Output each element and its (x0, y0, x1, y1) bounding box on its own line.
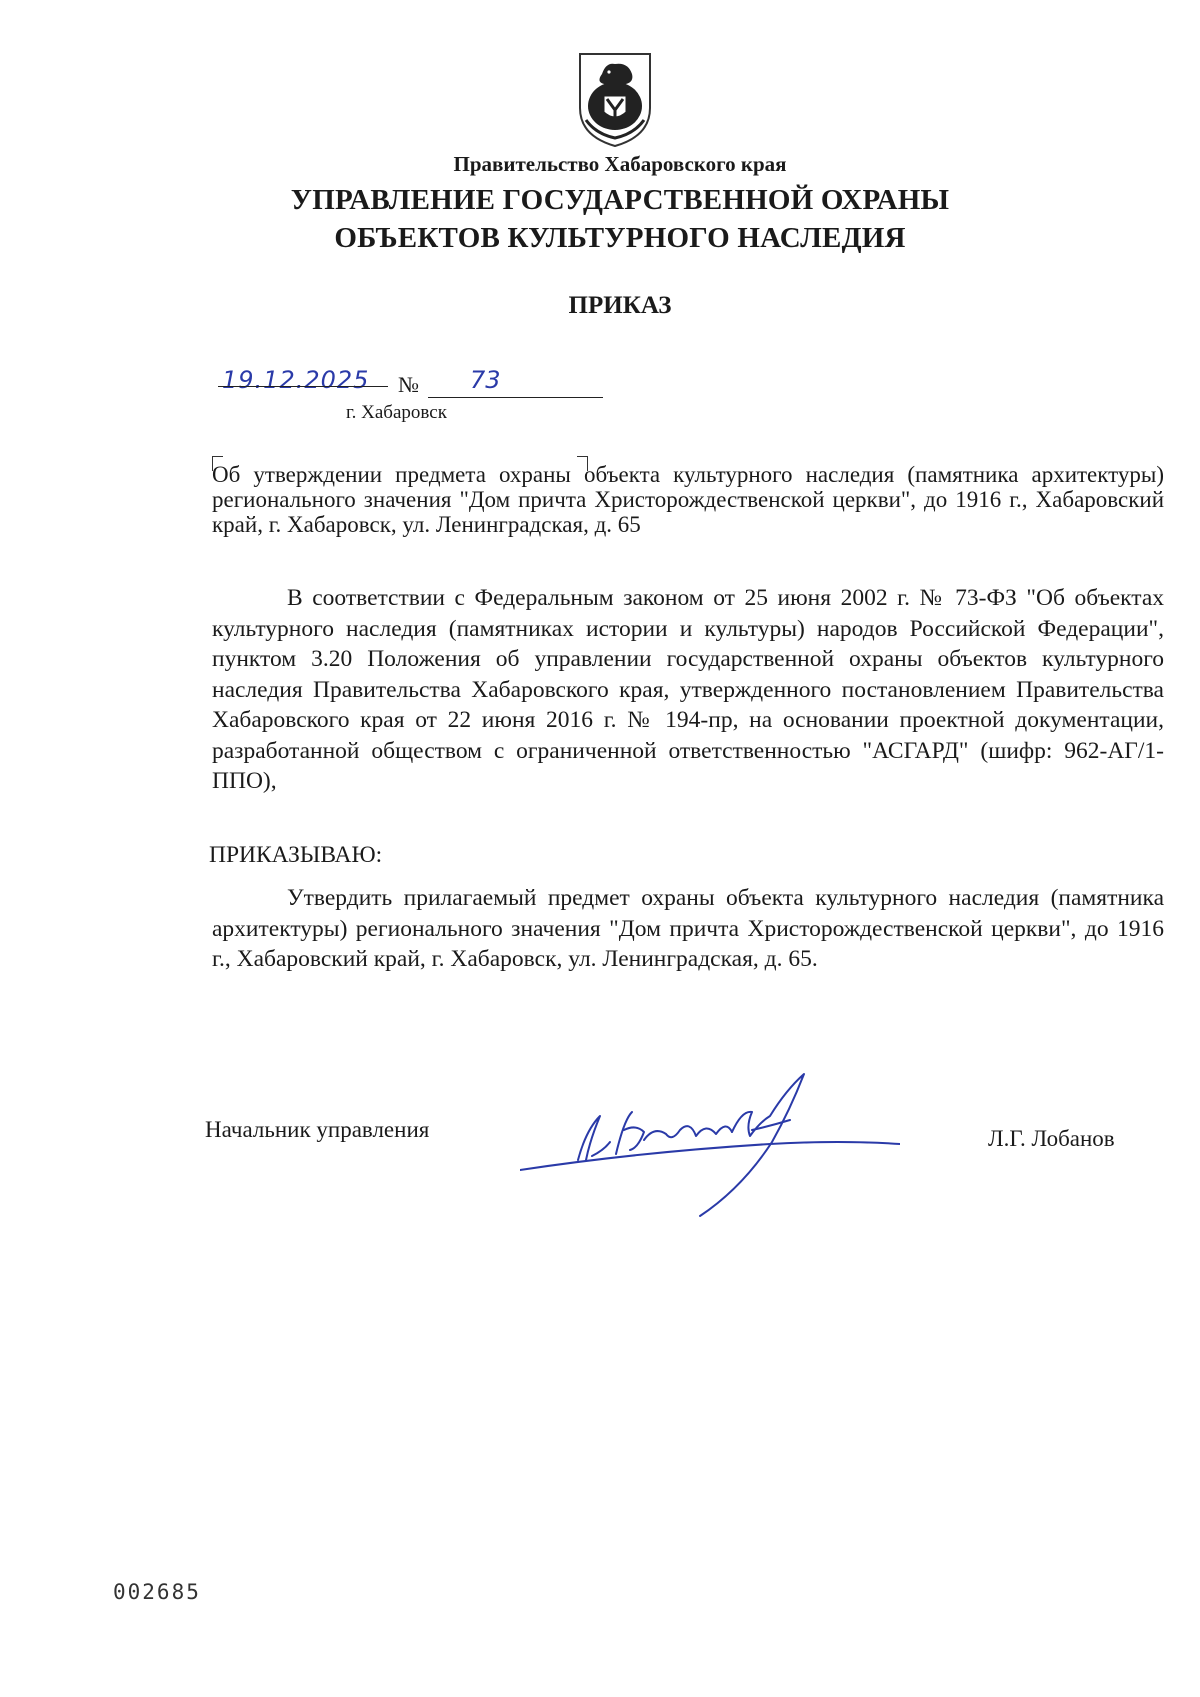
department-name-line2: ОБЪЕКТОВ КУЛЬТУРНОГО НАСЛЕДИЯ (334, 222, 906, 254)
body-paragraph-decision: Утвердить прилагаемый предмет охраны объекта культурного наследия (памятника архитектуры) регионального значения "Дом причта Христорождественской церкви", до 1916 г., Хабаровский край, г. Хабаровск, ул. Ленинградская, д. 65. (212, 885, 1164, 972)
body-paragraph-basis: В соответствии с Федеральным законом от 25 июня 2002 г. № 73-ФЗ "Об объектах культурного наследия (памятниках истории и культуры) народов Российской Федерации", пунктом 3.20 Положения об управлении государственной охраны объектов культурного наследия Правительства Хабаровского края, утвержденного постановлением Правительства Хабаровского края от 22 июня 2016 г. № 194-пр, на основании проектной документации, разработанной обществом с ограниченной ответственностью "АСГАРД" (шифр: 962-АГ/1-ППО), (212, 585, 1164, 794)
signatory-title: Начальник управления (205, 1117, 430, 1142)
city: г. Хабаровск (346, 402, 447, 423)
date-underline (218, 386, 388, 387)
signatory-name: Л.Г. Лобанов (988, 1126, 1115, 1151)
handwritten-date: 19.12.2025 (222, 366, 370, 394)
handwritten-signature (520, 1060, 900, 1220)
number-underline (428, 397, 603, 398)
document-type: ПРИКАЗ (568, 292, 672, 319)
coat-of-arms-emblem (576, 50, 654, 150)
number-sign: № (398, 372, 419, 397)
handwritten-number: 73 (470, 366, 501, 394)
form-serial-number: 002685 (113, 1580, 201, 1604)
government-name: Правительство Хабаровского края (453, 152, 787, 176)
order-word: ПРИКАЗЫВАЮ: (209, 842, 383, 868)
department-name-line1: УПРАВЛЕНИЕ ГОСУДАРСТВЕННОЙ ОХРАНЫ (290, 184, 950, 216)
order-subject: Об утверждении предмета охраны объекта культурного наследия (памятника архитектуры) регионального значения "Дом причта Христорождественской церкви", до 1916 г., Хабаровский край, г. Хабаровск, ул. Ленинградская, д. 65 (212, 462, 1164, 537)
